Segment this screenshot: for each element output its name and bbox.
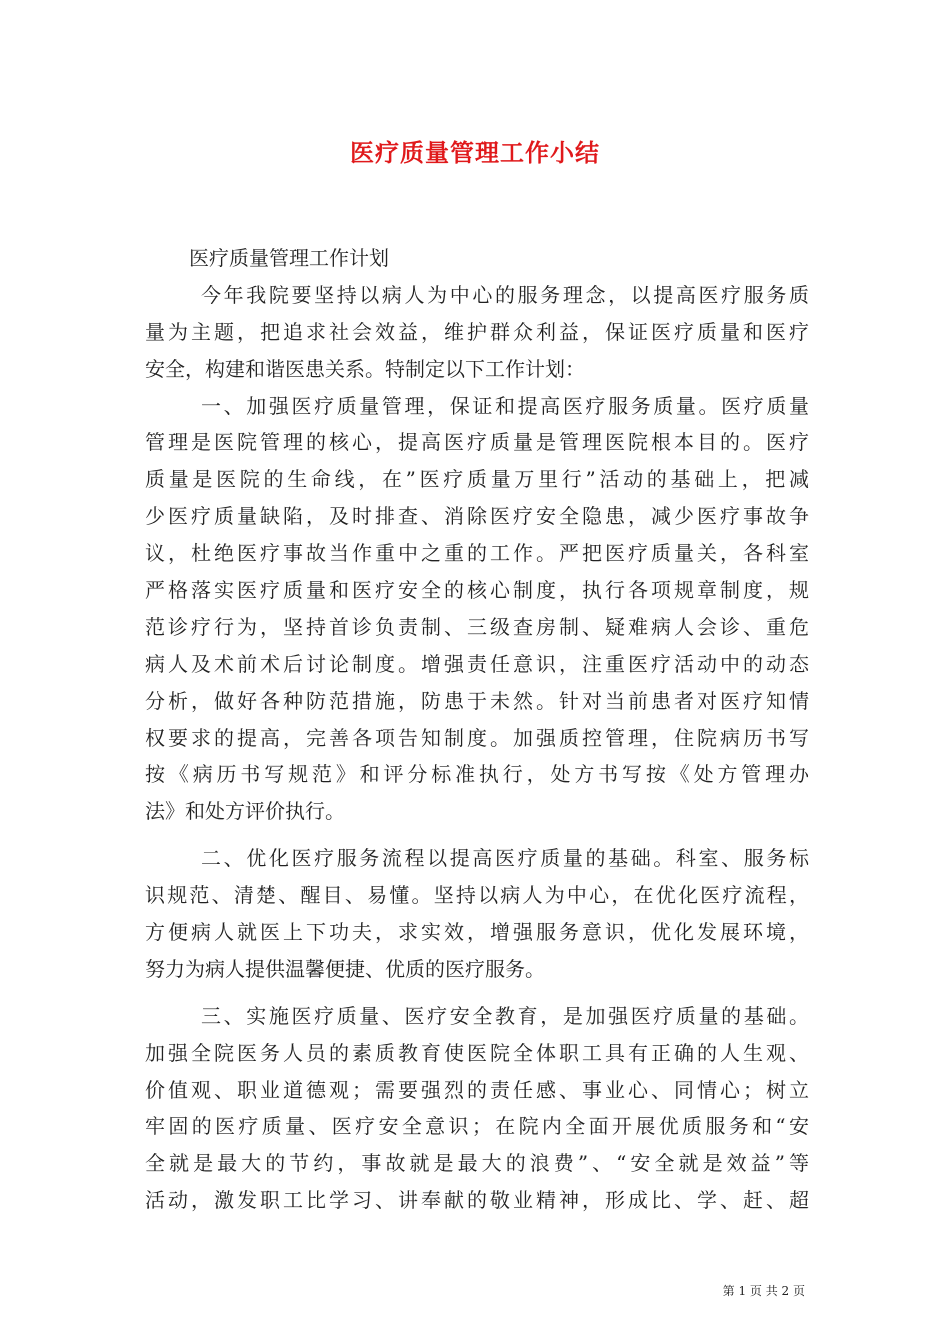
paragraph-line: 活动，激发职工比学习、讲奉献的敬业精神，形成比、学、赶、超 xyxy=(145,1188,809,1213)
paragraph-line: 二、优化医疗服务流程以提高医疗质量的基础。科室、服务标 xyxy=(201,846,809,871)
subheading: 医疗质量管理工作计划 xyxy=(189,246,389,270)
document-body xyxy=(145,240,809,1219)
document-title: 医疗质量管理工作小结 xyxy=(350,138,600,167)
paragraph-line: 议，杜绝医疗事故当作重中之重的工作。严把医疗质量关，各科室 xyxy=(145,541,809,566)
paragraph-line: 加强全院医务人员的素质教育使医院全体职工具有正确的人生观、 xyxy=(145,1040,809,1065)
paragraph-line: 按《病历书写规范》和评分标准执行，处方书写按《处方管理办 xyxy=(145,762,809,787)
paragraph-line: 努力为病人提供温馨便捷、优质的医疗服务。 xyxy=(145,956,545,981)
paragraph-line: 价值观、职业道德观；需要强烈的责任感、事业心、同情心；树立 xyxy=(145,1077,809,1102)
paragraph-line: 识规范、清楚、醒目、易懂。坚持以病人为中心，在优化医疗流程， xyxy=(145,883,809,908)
paragraph-line: 分析，做好各种防范措施，防患于未然。针对当前患者对医疗知情 xyxy=(145,688,809,713)
paragraph-line: 全就是最大的节约，事故就是最大的浪费”、“安全就是效益”等 xyxy=(145,1151,809,1176)
paragraph-line: 严格落实医疗质量和医疗安全的核心制度，执行各项规章制度，规 xyxy=(145,578,809,603)
paragraph-line: 量为主题，把追求社会效益，维护群众利益，保证医疗质量和医疗 xyxy=(145,319,809,344)
paragraph-line: 法》和处方评价执行。 xyxy=(145,799,345,824)
paragraph-line: 安全，构建和谐医患关系。特制定以下工作计划： xyxy=(145,356,585,381)
paragraph-line: 一、加强医疗质量管理，保证和提高医疗服务质量。医疗质量 xyxy=(201,393,809,418)
paragraph-line: 管理是医院管理的核心，提高医疗质量是管理医院根本目的。医疗 xyxy=(145,430,809,455)
paragraph-line: 牢固的医疗质量、医疗安全意识；在院内全面开展优质服务和“安 xyxy=(145,1114,809,1139)
paragraph-line: 病人及术前术后讨论制度。增强责任意识，注重医疗活动中的动态 xyxy=(145,651,809,676)
page-number: 第 1 页 共 2 页 xyxy=(722,1284,805,1298)
paragraph-line: 方便病人就医上下功夫，求实效，增强服务意识，优化发展环境， xyxy=(145,920,809,945)
paragraph-line: 少医疗质量缺陷，及时排查、消除医疗安全隐患，减少医疗事故争 xyxy=(145,504,809,529)
paragraph-line: 范诊疗行为，坚持首诊负责制、三级查房制、疑难病人会诊、重危 xyxy=(145,614,809,639)
paragraph-line: 今年我院要坚持以病人为中心的服务理念，以提高医疗服务质 xyxy=(201,282,809,307)
paragraph-line: 三、实施医疗质量、医疗安全教育，是加强医疗质量的基础。 xyxy=(201,1003,809,1028)
paragraph-line: 质量是医院的生命线，在”医疗质量万里行”活动的基础上，把减 xyxy=(145,467,809,492)
paragraph-line: 权要求的提高，完善各项告知制度。加强质控管理，住院病历书写 xyxy=(145,725,809,750)
